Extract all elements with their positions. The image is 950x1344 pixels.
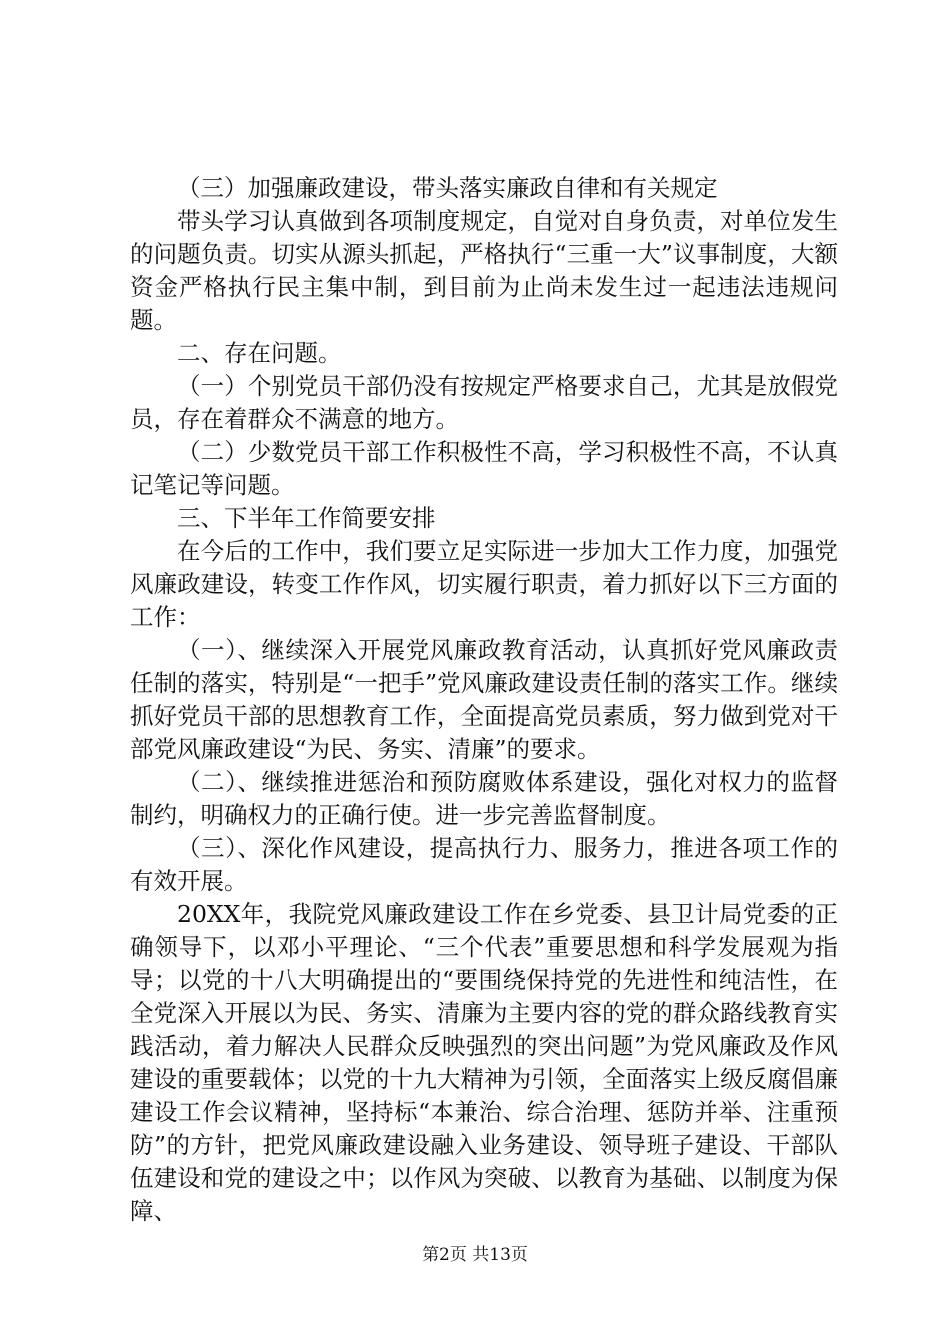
section-heading-problems: 二、存在问题。: [177, 339, 342, 367]
paragraph: 在今后的工作中，我们要立足实际进一步加大工作力度，加强党风廉政建设，转变工作作风，切实履行职责，着力抓好以下三方面的工作：: [130, 537, 838, 631]
paragraph: 20XX年，我院党风廉政建设工作在乡党委、县卫计局党委的正确领导下，以邓小平理论、“三个代表”重要思想和科学发展观为指导；以党的十八大明确提出的“要围绕保持党的先进性和纯洁性，在全党深入开展以为民、务实、清廉为主要内容的党的群众路线教育实践活动，着力解决人民群众反映强烈的突出问题”为党风廉政及作风建设的重要载体；以党的十九大精神为引领，全面落实上级反腐倡廉建设工作会议精神，坚持标“本兼治、综合治理、惩防并举、注重预防”的方针，把党风廉政建设融入业务建设、领导班子建设、干部队伍建设和党的建设之中；以作风为突破、以教育为基础、以制度为保障、: [130, 900, 838, 1225]
paragraph-section-3-heading: （三）加强廉政建设，带头落实廉政自律和有关规定: [177, 174, 718, 202]
paragraph: （二）少数党员干部工作积极性不高，学习积极性不高，不认真记笔记等问题。: [130, 438, 838, 499]
page-number-footer: 第2页 共13页: [422, 1245, 528, 1265]
document-body: [130, 172, 838, 1228]
paragraph: （一）、继续深入开展党风廉政教育活动，认真抓好党风廉政责任制的落实，特别是“一把手”党风廉政建设责任制的落实工作。继续抓好党员干部的思想教育工作，全面提高党员素质，努力做到党对干部党风廉政建设“为民、务实、清廉”的要求。: [130, 636, 838, 763]
paragraph: （二）、继续推进惩治和预防腐败体系建设，强化对权力的监督制约，明确权力的正确行使。进一步完善监督制度。: [130, 768, 838, 829]
paragraph: （三）、深化作风建设，提高执行力、服务力，推进各项工作的有效开展。: [130, 834, 838, 895]
section-heading-plan: 三、下半年工作简要安排: [177, 504, 436, 532]
paragraph: （一）个别党员干部仍没有按规定严格要求自己，尤其是放假党员，存在着群众不满意的地方。: [130, 372, 838, 433]
paragraph: 带头学习认真做到各项制度规定，自觉对自身负责，对单位发生的问题负责。切实从源头抓起，严格执行“三重一大”议事制度，大额资金严格执行民主集中制，到目前为止尚未发生过一起违法违规问题。: [130, 207, 838, 334]
